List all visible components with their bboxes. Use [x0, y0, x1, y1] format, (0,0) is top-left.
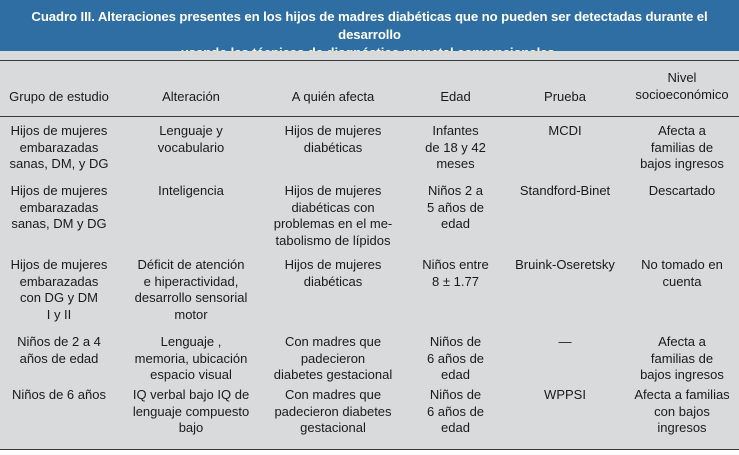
- table-cell-alteracion: Déficit de atención e hiperactividad, desarrollo sensorial motor: [134, 257, 248, 322]
- table-cell-prueba: Bruink-Oseretsky: [515, 257, 615, 272]
- table-cell-edad: Niños de 6 años de edad: [426, 334, 485, 382]
- table-cell-afecta: Con madres que padecieron diabetes gestacional: [274, 387, 392, 435]
- table-cell-afecta: Hijos de mujeres diabéticas: [284, 123, 382, 155]
- table-cell-nivel: No tomado en cuenta: [641, 257, 723, 289]
- table-cell-afecta: Hijos de mujeres diabéticas: [284, 257, 382, 289]
- table-cell-prueba: Standford-Binet: [519, 183, 611, 198]
- table-cell-edad: Infantes de 18 y 42 meses: [425, 123, 486, 171]
- table-cell-nivel: Descartado: [648, 183, 716, 198]
- table-cell-grupo: Hijos de mujeres embarazadas con DG y DM I y II: [10, 257, 108, 322]
- column-header-grupo: Grupo de estudio: [9, 89, 109, 104]
- column-header-prueba: Prueba: [544, 89, 586, 104]
- table-cell-prueba: MCDI: [548, 123, 582, 138]
- table-cell-prueba: WPPSI: [544, 387, 586, 402]
- table-cell-grupo: Niños de 6 años: [12, 387, 106, 402]
- bottom-margin: [0, 450, 739, 455]
- column-header-edad: Edad: [440, 89, 471, 104]
- table-cell-prueba: —: [558, 334, 572, 349]
- table-cell-afecta: Con madres que padecieron diabetes gestacional: [273, 334, 393, 382]
- column-header-nivel: Nivel socioeconómico: [635, 70, 729, 102]
- table-cell-afecta: Hijos de mujeres diabéticas con problemas en el me- tabolismo de lípidos: [273, 183, 393, 248]
- top-rule: [0, 60, 739, 61]
- table-cell-grupo: Hijos de mujeres embarazadas sanas, DM y DG: [10, 183, 108, 231]
- table-cell-grupo: Hijos de mujeres embarazadas sanas, DM, y DG: [9, 123, 109, 171]
- table-cell-grupo: Niños de 2 a 4 años de edad: [17, 334, 101, 366]
- header-rule: [0, 116, 739, 117]
- table-cell-alteracion: IQ verbal bajo IQ de lenguaje compuesto bajo: [132, 387, 250, 435]
- table-cell-alteracion: Inteligencia: [158, 183, 224, 198]
- table-cell-nivel: Afecta a familias con bajos ingresos: [634, 387, 730, 435]
- table-cell-alteracion: Lenguaje , memoria, ubicación espacio visual: [134, 334, 248, 382]
- column-header-afecta: A quién afecta: [291, 89, 375, 104]
- table-cell-edad: Niños de 6 años de edad: [426, 387, 485, 435]
- table-cell-nivel: Afecta a familias de bajos ingresos: [640, 334, 724, 382]
- table-cell-edad: Niños 2 a 5 años de edad: [426, 183, 485, 231]
- table-cell-edad: Niños entre 8 ± 1.77: [422, 257, 489, 289]
- table-title: Cuadro III. Alteraciones presentes en los hijos de madres diabéticas que no pueden ser detectadas durante el desarrollo: [0, 0, 739, 51]
- column-header-alteracion: Alteración: [162, 89, 220, 104]
- table-cell-nivel: Afecta a familias de bajos ingresos: [640, 123, 724, 171]
- table-cell-alteracion: Lenguaje y vocabulario: [157, 123, 225, 155]
